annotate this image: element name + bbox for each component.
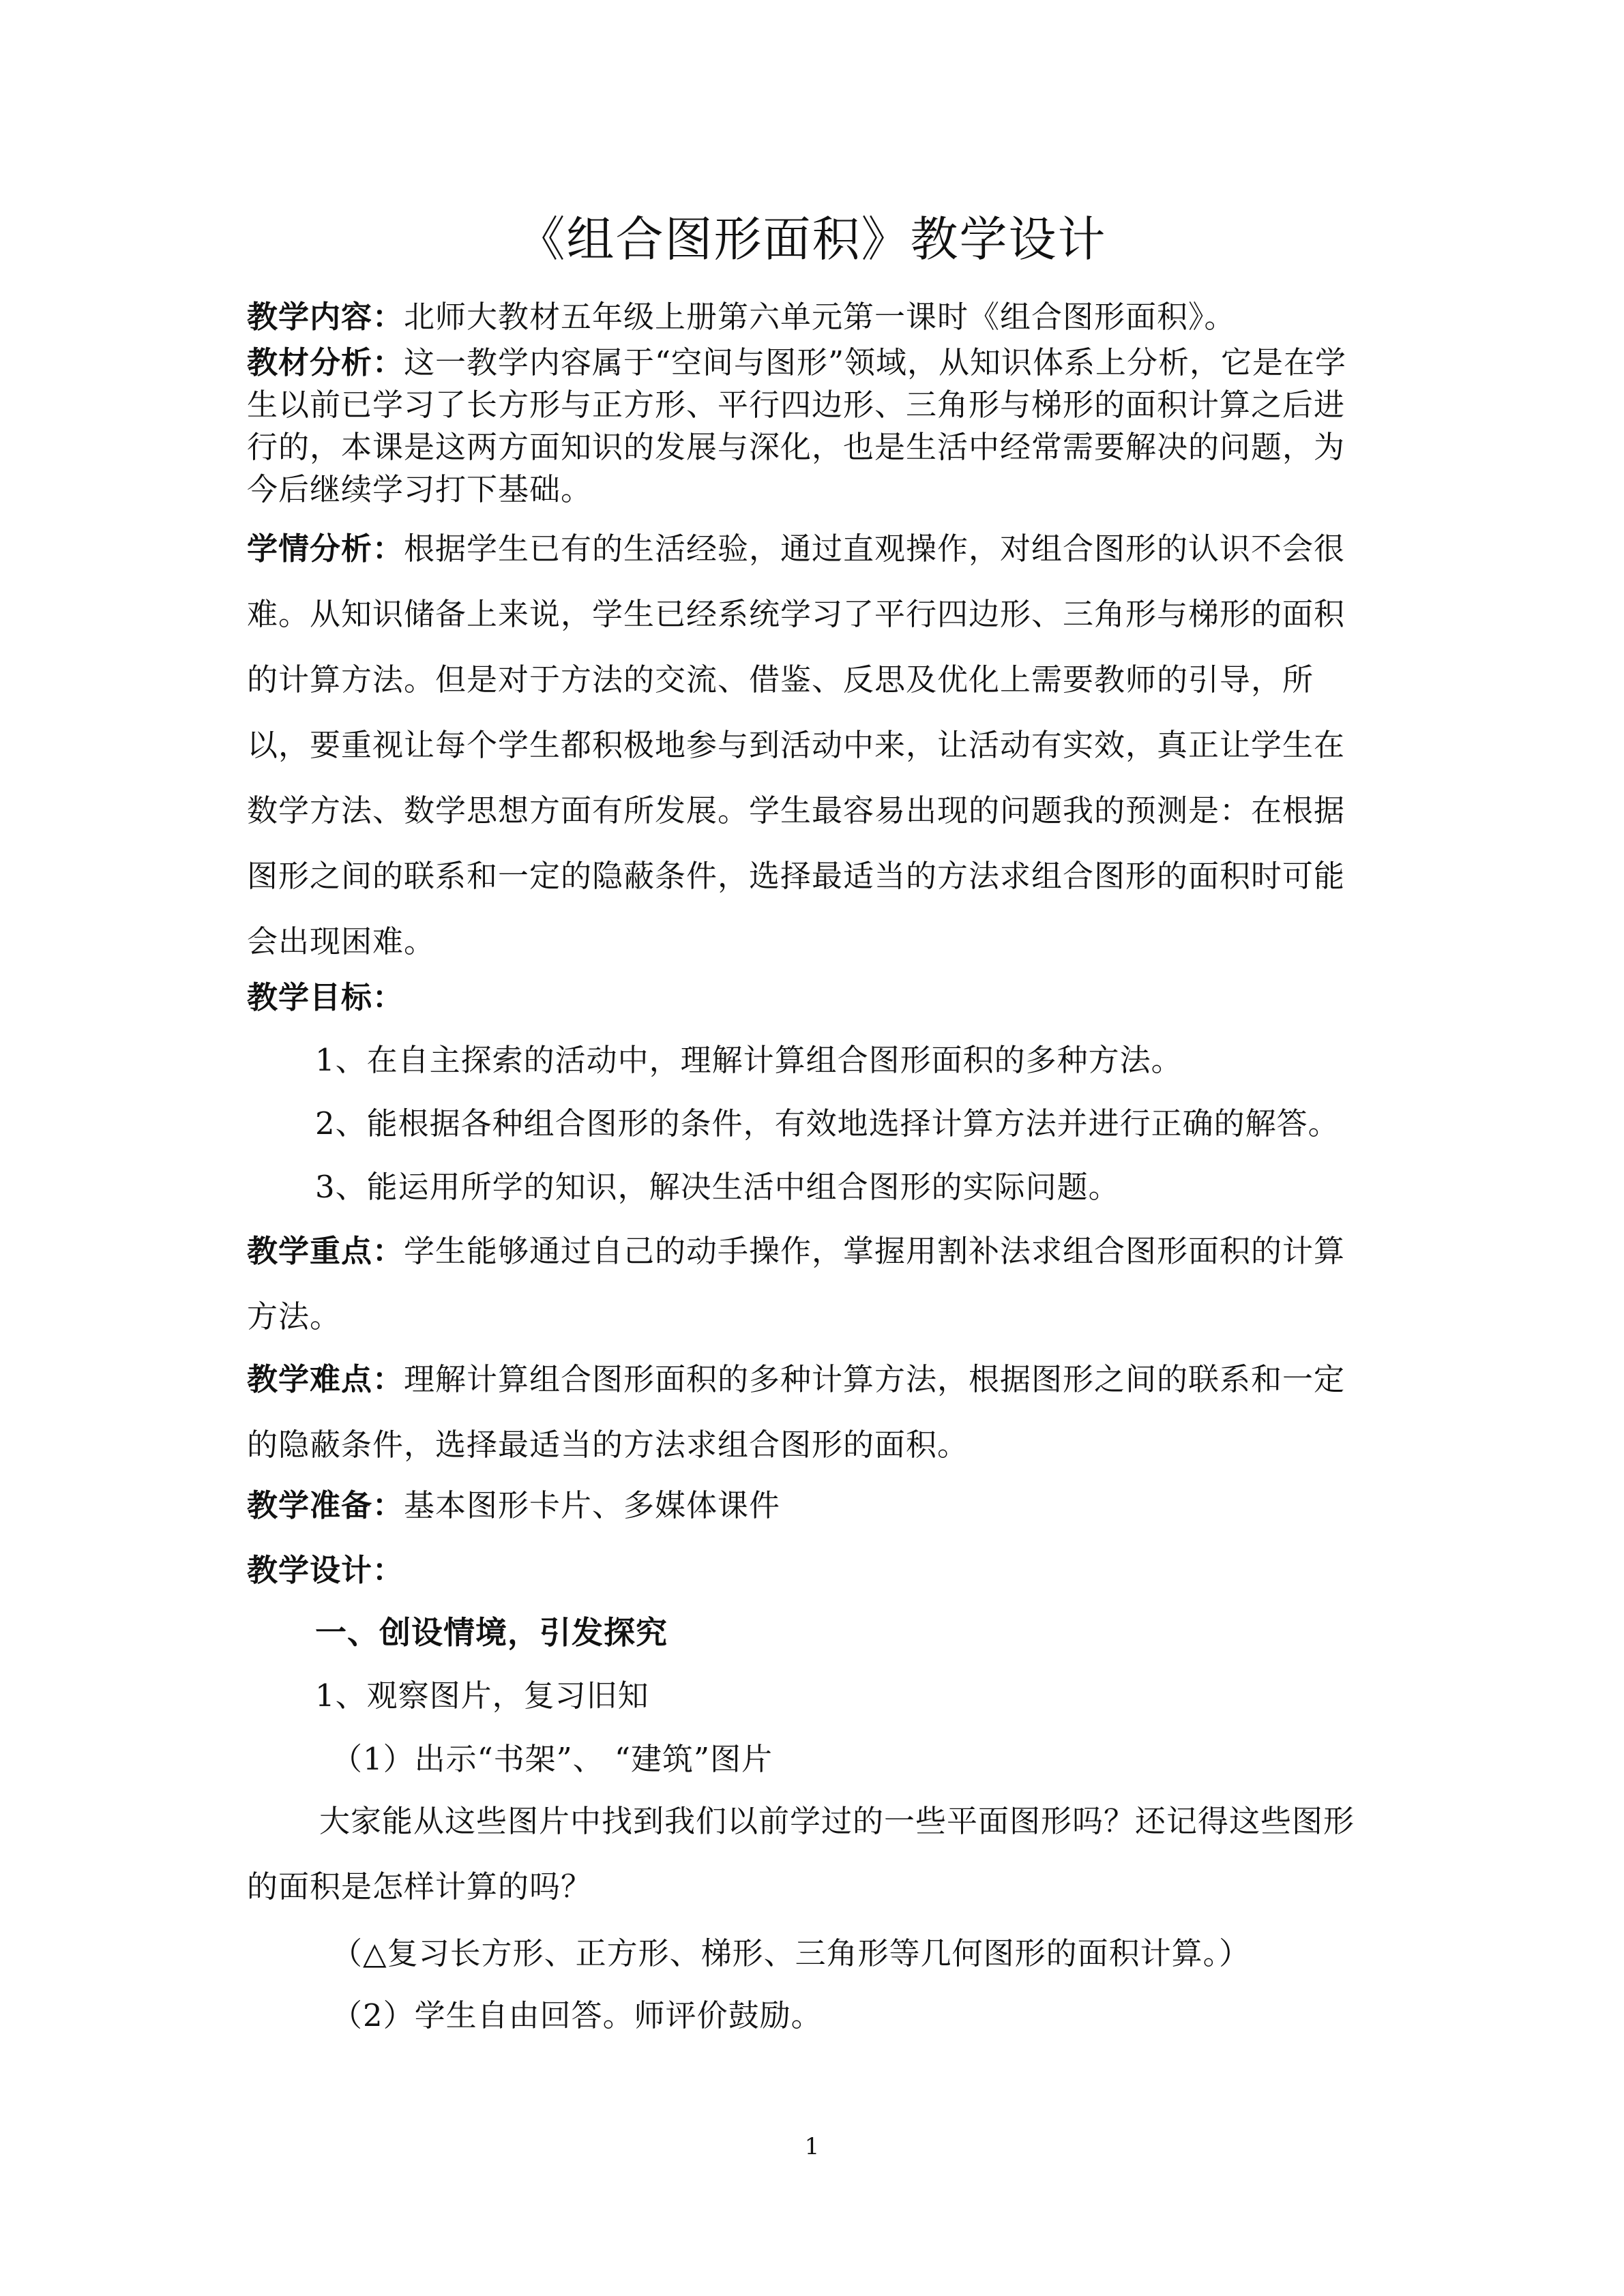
step1-text: 1、观察图片，复习旧知 [315, 1678, 649, 1714]
learner-analysis-text: 根据学生已有的生活经验，通过直观操作，对组合图形的认识不会很难。从知识储备上来说，学生已经系统学习了平行四边形、三角形与梯形的面积的计算方法。但是对于方法的交流、借鉴、反思及优化上需要教师的引导，所以，要重视让每个学生都积极地参与到活动中来，让活动有实效，真正让学生在数学方法、数学思想方面有所发展。学生最容易出现的问题我的预测是：在根据图形之间的联系和一定的隐蔽条件，选择最适当的方法求组合图形的面积时可能会出现困难。 [247, 531, 1346, 959]
difficulty-label: 教学难点： [247, 1361, 404, 1397]
learner-analysis-label: 学情分析： [247, 531, 404, 567]
content-text: 北师大教材五年级上册第六单元第一课时《组合图形面积》。 [404, 299, 1236, 335]
key-point-text: 学生能够通过自己的动手操作，掌握用割补法求组合图形面积的计算方法。 [247, 1233, 1346, 1335]
section-difficulty [247, 1347, 1372, 1478]
section-material-analysis [247, 342, 1372, 511]
objective-item-2: 2、能根据各种组合图形的条件，有效地选择计算方法并进行正确的解答。 [315, 1105, 1340, 1142]
preparation-text: 基本图形卡片、多媒体课件 [404, 1487, 781, 1523]
section-content [247, 296, 1372, 338]
design-label: 教学设计： [247, 1552, 404, 1588]
material-analysis-text: 这一教学内容属于“空间与图形”领域，从知识体系上分析，它是在学生以前已学习了长方形与正方形、平行四边形、三角形与梯形的面积计算之后进行的，本课是这两方面知识的发展与深化，也是生活中经常需要解决的问题，为今后继续学习打下基础。 [247, 344, 1347, 507]
design-heading [247, 1549, 1372, 1592]
section-preparation [247, 1485, 1372, 1527]
design-paragraph: 大家能从这些图片中找到我们以前学过的一些平面图形吗？还记得这些图形的面积是怎样计算的吗？ [247, 1803, 1355, 1905]
page-title: 《组合图形面积》教学设计 [517, 211, 1107, 267]
objectives-label: 教学目标： [247, 979, 404, 1015]
objectives-heading [247, 976, 1372, 1019]
review-text: （△复习长方形、正方形、梯形、三角形等几何图形的面积计算。） [331, 1935, 1251, 1971]
preparation-label: 教学准备： [247, 1487, 404, 1523]
section1-heading: 一、创设情境，引发探究 [315, 1614, 668, 1651]
section-learner-analysis [247, 516, 1372, 974]
sub2-text: （2）学生自由回答。师评价鼓励。 [331, 1997, 823, 2033]
objective-item-3: 3、能运用所学的知识，解决生活中组合图形的实际问题。 [315, 1169, 1120, 1205]
page-number: 1 [804, 2133, 820, 2160]
key-point-label: 教学重点： [247, 1233, 404, 1269]
section-key-point [247, 1219, 1372, 1350]
objective-item-1: 1、在自主探索的活动中，理解计算组合图形面积的多种方法。 [315, 1042, 1183, 1078]
material-analysis-label: 教材分析： [247, 344, 404, 381]
content-label: 教学内容： [247, 299, 404, 335]
sub1-text: （1）出示“书架”、 “建筑”图片 [331, 1741, 773, 1777]
difficulty-text: 理解计算组合图形面积的多种计算方法，根据图形之间的联系和一定的隐蔽条件，选择最适当的方法求组合图形的面积。 [247, 1361, 1346, 1463]
